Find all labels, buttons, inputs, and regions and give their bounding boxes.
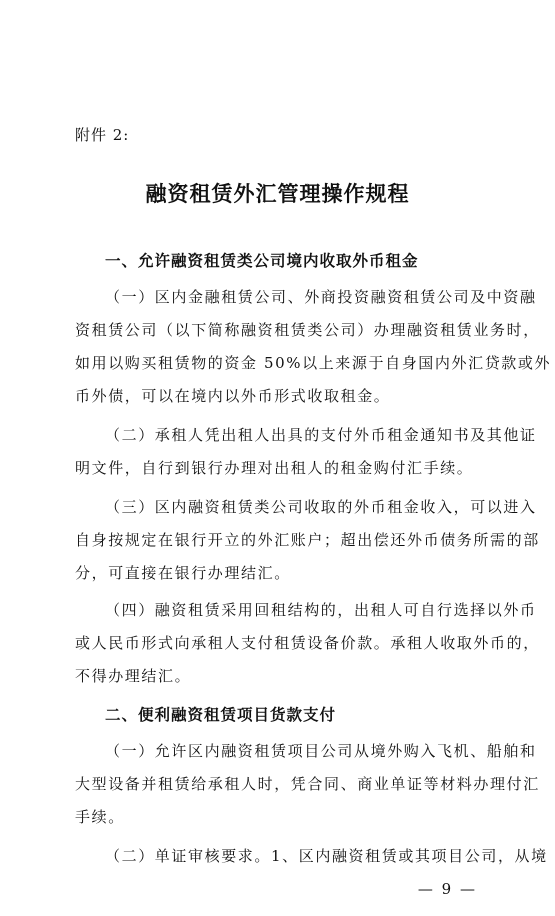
- paragraph-line: 手续。: [75, 808, 125, 826]
- paragraph-line: （一）允许区内融资租赁项目公司从境外购入飞机、船舶和: [105, 742, 537, 760]
- paragraph-line: 如用以购买租赁物的资金 50%以上来源于自身国内外汇贷款或外: [75, 354, 552, 372]
- paragraph-line: 币外债，可以在境内以外币形式收取租金。: [75, 387, 391, 405]
- page-number: — 9 —: [417, 880, 477, 898]
- section-heading: 一、允许融资租赁类公司境内收取外币租金: [105, 251, 419, 270]
- paragraph-line: 分，可直接在银行办理结汇。: [75, 564, 291, 582]
- annex-label: 附件 2:: [75, 126, 130, 144]
- paragraph-line: （一）区内金融租赁公司、外商投资融资租赁公司及中资融: [105, 288, 537, 306]
- paragraph-line: （三）区内融资租赁类公司收取的外币租金收入，可以进入: [105, 498, 537, 516]
- paragraph-line: 明文件，自行到银行办理对出租人的租金购付汇手续。: [75, 459, 474, 477]
- paragraph-line: （二）单证审核要求。1、区内融资租赁或其项目公司，从境: [105, 847, 548, 865]
- section-heading: 二、便利融资租赁项目货款支付: [105, 705, 337, 724]
- paragraph-line: 不得办理结汇。: [75, 667, 192, 685]
- paragraph-line: 自身按规定在银行开立的外汇账户；超出偿还外币债务所需的部: [75, 531, 540, 549]
- paragraph-line: （四）融资租赁采用回租结构的，出租人可自行选择以外币: [105, 601, 537, 619]
- paragraph-line: 资租赁公司（以下简称融资租赁类公司）办理融资租赁业务时，: [75, 321, 540, 339]
- paragraph-line: 大型设备并租赁给承租人时，凭合同、商业单证等材料办理付汇: [75, 775, 540, 793]
- document-title: 融资租赁外汇管理操作规程: [145, 181, 410, 206]
- paragraph-line: 或人民币形式向承租人支付租赁设备价款。承租人收取外币的，: [75, 634, 540, 652]
- paragraph-line: （二）承租人凭出租人出具的支付外币租金通知书及其他证: [105, 426, 537, 444]
